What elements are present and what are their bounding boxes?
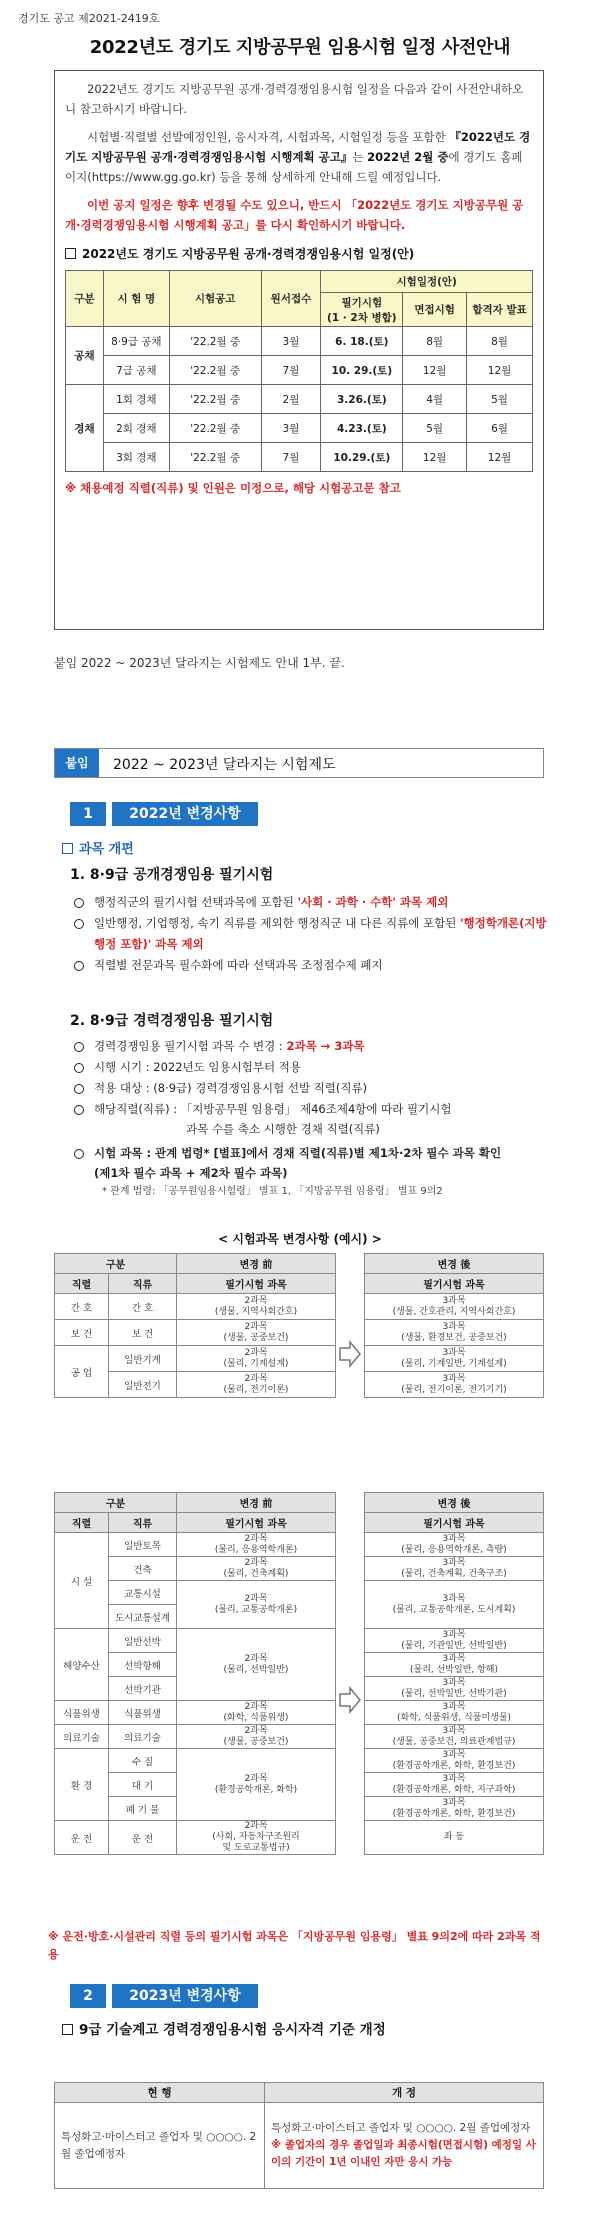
cell: 3회 경채	[103, 443, 169, 472]
cell: 1회 경채	[103, 385, 169, 414]
comparison-caption: < 시험과목 변경사항 (예시) >	[218, 1232, 382, 1246]
cell: 식품위생	[109, 1701, 177, 1725]
schedule-heading: 2022년도 경기도 지방공무원 공개·경력경쟁임용시험 일정(안)	[65, 245, 533, 262]
cell: 환 경	[55, 1749, 109, 1821]
cell: 일반기계	[109, 1346, 177, 1372]
comparison-table-2-after	[364, 1492, 544, 1855]
header-before: 변경 前	[177, 1254, 336, 1274]
public-exam-bullets	[72, 892, 552, 976]
cell: 3과목 (생물, 환경보건, 공중보건)	[365, 1320, 544, 1346]
cell: 3과목 (생물, 간호관리, 지역사회간호)	[365, 1294, 544, 1320]
table-row	[55, 1629, 336, 1653]
cell: 보 건	[55, 1320, 109, 1346]
cell: 2과목 (물리, 교통공학개론)	[177, 1581, 336, 1629]
square-bullet-icon	[62, 2024, 73, 2035]
table-row	[365, 1346, 544, 1372]
cell: 5월	[467, 385, 533, 414]
cell: 3과목 (환경공학개론, 화학, 환경보건)	[365, 1797, 544, 1821]
cell: '22.2월 중	[169, 443, 261, 472]
attachment-title: 2022 ~ 2023년 달라지는 시험제도	[113, 757, 336, 773]
cell: 일반전기	[109, 1372, 177, 1398]
header-series: 직렬	[55, 1274, 109, 1294]
table-row	[365, 1372, 544, 1398]
heading-career-exam: 2. 8·9급 경력경쟁임용 필기시험	[70, 1013, 274, 1029]
cell: 6. 18.(토)	[321, 327, 403, 356]
current-rule: 특성화고·마이스터고 졸업자 및 ○○○○. 2월 졸업예정자	[55, 2103, 265, 2189]
table-row	[55, 1725, 336, 1749]
cell: 운 전	[55, 1821, 109, 1855]
cell: 좌 동	[365, 1821, 544, 1855]
cell: 2과목 (사회, 자동차구조원리 및 도로교통법규)	[177, 1821, 336, 1855]
cell: 간 호	[109, 1294, 177, 1320]
cell: 2월	[261, 385, 321, 414]
square-bullet-icon	[62, 843, 73, 854]
cell: 3과목 (화학, 식품위생, 식품미생물)	[365, 1701, 544, 1725]
table-row	[365, 1821, 544, 1855]
arrow-right-icon	[338, 1340, 362, 1368]
cell: 대 기	[109, 1773, 177, 1797]
cell: 12월	[467, 356, 533, 385]
subsection-heading: 과목 개편	[62, 838, 134, 857]
cell: 4.23.(토)	[321, 414, 403, 443]
cell: 12월	[403, 443, 467, 472]
eligibility-table	[54, 2082, 544, 2189]
revised-rule	[265, 2103, 544, 2189]
schedule-note: ※ 채용예정 직렬(직류) 및 인원은 미정으로, 해당 시험공고문 참고	[65, 481, 401, 495]
header-group: 구분	[55, 1254, 177, 1274]
attachment-tag: 붙임	[55, 749, 99, 777]
col-notice: 시험공고	[169, 271, 261, 327]
comparison-table-after	[364, 1253, 544, 1398]
table-row	[365, 1581, 544, 1629]
cell: 4월	[403, 385, 467, 414]
announcement-box	[54, 70, 544, 630]
header-group: 구분	[55, 1493, 177, 1513]
page-title: 2022년도 경기도 지방공무원 임용시험 일정 사전안내	[89, 37, 511, 58]
group-label: 공채	[66, 327, 104, 385]
cell: 3과목 (물리, 응용역학개론, 측량)	[365, 1533, 544, 1557]
cell: 8월	[467, 327, 533, 356]
cell: 7급 공채	[103, 356, 169, 385]
table-row	[365, 1725, 544, 1749]
cell: 12월	[467, 443, 533, 472]
header-branch: 직류	[109, 1274, 177, 1294]
eligibility-heading: 9급 기술계고 경력경쟁임용시험 응시자격 기준 개정	[62, 2018, 386, 2038]
cell: 일반선박	[109, 1629, 177, 1653]
cell: 3과목 (물리, 기계일반, 기계설계)	[365, 1346, 544, 1372]
cell: 해양수산	[55, 1629, 109, 1701]
header-after: 변경 後	[365, 1493, 544, 1513]
list-item: 해당직렬(직류) : 「지방공무원 임용령」 제46조제4항에 따라 필기시험	[72, 1099, 552, 1120]
warning-paragraph: 이번 공지 일정은 향후 변경될 수도 있으니, 반드시 「2022년도 경기도 지방공무원 공개·경력경쟁임용시험 시행계획 공고」를 다시 확인하시기 바랍니다.	[65, 198, 524, 232]
comparison-table-before	[54, 1253, 336, 1398]
cell: 3과목 (환경공학개론, 화학, 환경보건)	[365, 1749, 544, 1773]
col-apply: 원서접수	[261, 271, 321, 327]
detail-paragraph: 시험별·직렬별 선발예정인원, 응시자격, 시험과목, 시험일정 등을 포함한 『2022년도 경기도 지방공무원 공개·경력경쟁임용시험 시행계획 공고』는 2022년 2월 중에 경기도 홈페이지(https://www.gg.go.kr) 등을 통해 상세하게 안내해 드릴 예정입니다.	[65, 130, 531, 184]
table-row	[365, 1629, 544, 1653]
cell: 6월	[467, 414, 533, 443]
cell: 3과목 (물리, 선박일반, 선박기관)	[365, 1677, 544, 1701]
list-item: 경력경쟁임용 필기시험 과목 수 변경 : 2과목 → 3과목	[72, 1036, 552, 1057]
header-subjects: 필기시험 과목	[177, 1274, 336, 1294]
cell: 3과목 (환경공학개론, 화학, 지구과학)	[365, 1773, 544, 1797]
col-group: 시험일정(안)	[321, 271, 533, 293]
table-row	[55, 1701, 336, 1725]
cell: 12월	[403, 356, 467, 385]
cell: 폐 기 물	[109, 1797, 177, 1821]
cell: 일반토목	[109, 1533, 177, 1557]
section-number: 1	[70, 802, 106, 826]
cell: 5월	[403, 414, 467, 443]
header-current: 현 행	[55, 2083, 265, 2103]
cell: 선박기관	[109, 1677, 177, 1701]
reference-note: * 관계 법령: 「공무원임용시험령」 별표 1, 「지방공무원 임용령」 별표 9의2	[102, 1186, 443, 1197]
cell: 식품위생	[55, 1701, 109, 1725]
section-label: 2023년 변경사항	[112, 1984, 258, 2008]
table-row	[365, 1320, 544, 1346]
table-row	[55, 1749, 336, 1773]
cell: 10.29.(토)	[321, 443, 403, 472]
cell: 3과목 (물리, 교통공학개론, 도시계획)	[365, 1581, 544, 1629]
table-row	[66, 327, 533, 356]
cell: 2과목 (생물, 공중보건)	[177, 1320, 336, 1346]
table-row	[66, 414, 533, 443]
col-written: 필기시험 (1 · 2차 병합)	[321, 293, 403, 327]
cell: 수 질	[109, 1749, 177, 1773]
col-interview: 면접시험	[403, 293, 467, 327]
list-item: 시험 과목 : 관계 법령* [별표]에서 경채 직렬(직류)별 제1차·2차 필수 과목 확인	[72, 1143, 552, 1164]
cell: 3월	[261, 327, 321, 356]
table-row	[365, 1653, 544, 1677]
intro-paragraph: 2022년도 경기도 지방공무원 공개·경력경쟁임용시험 일정을 다음과 같이 사전안내하오니 참고하시기 바랍니다.	[65, 82, 524, 116]
cell: 2과목 (물리, 기계설계)	[177, 1346, 336, 1372]
header-series: 직렬	[55, 1513, 109, 1533]
cell: 2과목 (생물, 지역사회간호)	[177, 1294, 336, 1320]
table-row	[55, 1294, 336, 1320]
table-row	[365, 1773, 544, 1797]
cell: 8·9급 공채	[103, 327, 169, 356]
cell: 3과목 (물리, 선박일반, 항해)	[365, 1653, 544, 1677]
section-label: 2022년 변경사항	[112, 802, 258, 826]
table-row	[55, 1346, 336, 1372]
table-row	[66, 385, 533, 414]
header-subjects: 필기시험 과목	[365, 1274, 544, 1294]
arrow-right-icon	[338, 1686, 362, 1714]
list-item: 시행 시기 : 2022년도 임용시험부터 적용	[72, 1057, 552, 1078]
table-row	[365, 1797, 544, 1821]
schedule-table	[65, 270, 533, 472]
list-item: 직렬별 전문과목 필수화에 따라 선택과목 조정점수제 폐지	[72, 955, 552, 976]
list-item: 행정직군의 필기시험 선택과목에 포함된 '사회 · 과학 · 수학' 과목 제외	[72, 892, 552, 913]
cell: 2과목 (화학, 식품위생)	[177, 1701, 336, 1725]
cell: 3월	[261, 414, 321, 443]
cell: 보 건	[109, 1320, 177, 1346]
cell: 8월	[403, 327, 467, 356]
cell: 도시교통설계	[109, 1605, 177, 1629]
cell: 공 업	[55, 1346, 109, 1398]
cell: '22.2월 중	[169, 414, 261, 443]
cell: 교통시설	[109, 1581, 177, 1605]
list-item: 적용 대상 : (8·9급) 경력경쟁임용시험 선발 직렬(직류)	[72, 1078, 552, 1099]
list-item-continued: (제1차 필수 과목 + 제2차 필수 과목)	[94, 1166, 288, 1180]
cell: '22.2월 중	[169, 356, 261, 385]
col-name: 시 험 명	[103, 271, 169, 327]
career-exam-bullets	[72, 1036, 552, 1201]
list-item: 일반행정, 기업행정, 속기 직류를 제외한 행정직군 내 다른 직류에 포함된 '행정학개론(지방행정 포함)' 과목 제외	[72, 913, 552, 955]
cell: 2과목 (물리, 선박일반)	[177, 1629, 336, 1701]
header-subjects: 필기시험 과목	[365, 1513, 544, 1533]
cell: '22.2월 중	[169, 327, 261, 356]
revised-text: 특성화고·마이스터고 졸업자 및 ○○○○. 2월 졸업예정자	[271, 2122, 531, 2134]
cell: 2과목 (물리, 건축계획)	[177, 1557, 336, 1581]
cell: 의료기술	[55, 1725, 109, 1749]
cell: 2과목 (물리, 응용역학개론)	[177, 1533, 336, 1557]
table-row	[55, 1533, 336, 1557]
table-row	[365, 1294, 544, 1320]
cell: 2회 경채	[103, 414, 169, 443]
cell: 시 설	[55, 1533, 109, 1629]
header-revised: 개 정	[265, 2083, 544, 2103]
attachment-bar	[54, 748, 544, 778]
notice-number: 경기도 공고 제2021-2419호	[18, 12, 160, 25]
cell: 간 호	[55, 1294, 109, 1320]
table-row	[365, 1557, 544, 1581]
col-result: 합격자 발표	[467, 293, 533, 327]
cell: 3과목 (물리, 기관일반, 선박일반)	[365, 1629, 544, 1653]
table-row	[365, 1533, 544, 1557]
attachment-line: 붙임 2022 ~ 2023년 달라지는 시험제도 안내 1부. 끝.	[54, 656, 345, 670]
list-item-continued: 과목 수를 축소 시행한 경채 직렬(직류)	[186, 1122, 380, 1136]
table-row	[66, 443, 533, 472]
section-number: 2	[70, 1984, 106, 2008]
cell: 7월	[261, 443, 321, 472]
comparison-table-2-before	[54, 1492, 336, 1855]
cell: 3과목 (생물, 공중보건, 의료관계법규)	[365, 1725, 544, 1749]
table-row	[55, 2103, 544, 2189]
table-row	[66, 356, 533, 385]
cell: 2과목 (환경공학개론, 화학)	[177, 1749, 336, 1821]
cell: 운 전	[109, 1821, 177, 1855]
revised-note: ※ 졸업자의 경우 졸업일과 최종시험(면접시험) 예정일 사이의 기간이 1년 이내인 자만 응시 가능	[271, 2139, 536, 2168]
footnote: ※ 운전·방호·시설관리 직렬 등의 필기시험 과목은 「지방공무원 임용령」 별표 9의2에 따라 2과목 적용	[48, 1930, 541, 1961]
table-row	[365, 1677, 544, 1701]
header-branch: 직류	[109, 1513, 177, 1533]
table-row	[55, 1821, 336, 1855]
col-type: 구분	[66, 271, 104, 327]
cell: 7월	[261, 356, 321, 385]
cell: 2과목 (물리, 전기이론)	[177, 1372, 336, 1398]
header-before: 변경 前	[177, 1493, 336, 1513]
cell: 2과목 (생물, 공중보건)	[177, 1725, 336, 1749]
table-row	[365, 1749, 544, 1773]
table-row	[365, 1701, 544, 1725]
cell: 선박항해	[109, 1653, 177, 1677]
header-after: 변경 後	[365, 1254, 544, 1274]
table-row	[55, 1320, 336, 1346]
square-bullet-icon	[65, 248, 76, 259]
group-label: 경채	[66, 385, 104, 472]
cell: 10. 29.(토)	[321, 356, 403, 385]
heading-public-exam: 1. 8·9급 공개경쟁임용 필기시험	[70, 867, 274, 883]
cell: '22.2월 중	[169, 385, 261, 414]
header-subjects: 필기시험 과목	[177, 1513, 336, 1533]
cell: 3과목 (물리, 건축계획, 건축구조)	[365, 1557, 544, 1581]
cell: 3과목 (물리, 전기이론, 전기기기)	[365, 1372, 544, 1398]
cell: 의료기술	[109, 1725, 177, 1749]
cell: 건축	[109, 1557, 177, 1581]
cell: 3.26.(토)	[321, 385, 403, 414]
